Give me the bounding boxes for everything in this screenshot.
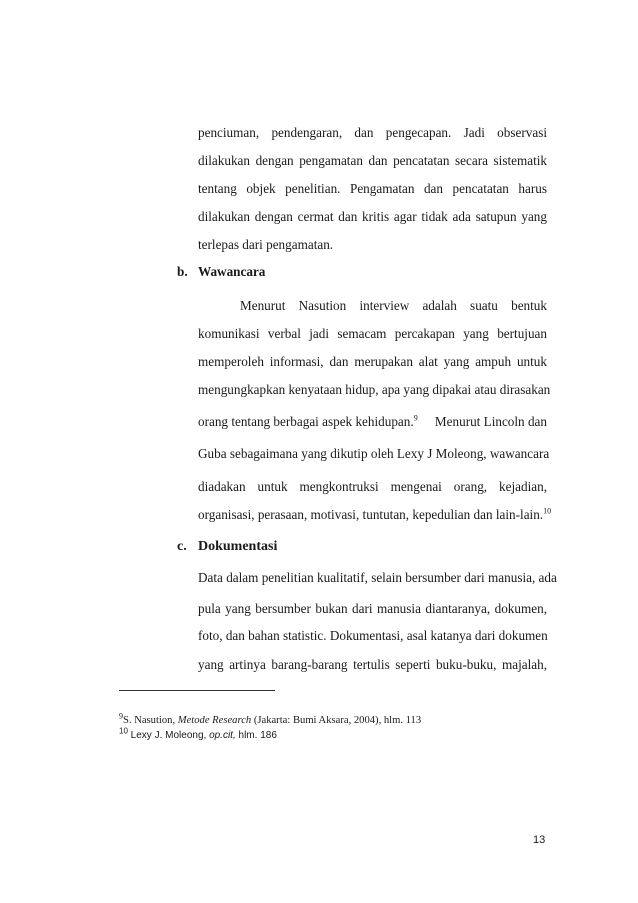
- footnote-9: [119, 711, 422, 727]
- paragraph-line: Menurut Nasution interview adalah suatu bentuk: [240, 298, 547, 313]
- paragraph-line: penciuman, pendengaran, dan pengecapan. Jadi observasi: [198, 125, 547, 140]
- paragraph-line: [198, 414, 547, 430]
- paragraph-line: Data dalam penelitian kualitatif, selain bersumber dari manusia, ada: [198, 570, 557, 585]
- paragraph-line: foto, dan bahan statistic. Dokumentasi, asal katanya dari dokumen: [198, 628, 548, 643]
- paragraph-line: pula yang bersumber bukan dari manusia diantaranya, dokumen,: [198, 601, 547, 616]
- footnote-details: (Jakarta: Bumi Aksara, 2004), hlm. 113: [251, 715, 422, 726]
- section-b-letter: b.: [177, 264, 188, 279]
- paragraph-line: dilakukan dengan cermat dan kritis agar tidak ada satupun yang: [198, 209, 547, 224]
- paragraph-line: [198, 507, 551, 523]
- paragraph-line: komunikasi verbal jadi semacam percakapan yang bertujuan: [198, 326, 547, 341]
- paragraph-line: yang artinya barang-barang tertulis seperti buku-buku, majalah,: [198, 657, 547, 672]
- footnote-10: [119, 726, 277, 742]
- footnote-author: Lexy J. Moleong,: [127, 730, 210, 741]
- footnote-number: 10: [119, 726, 128, 736]
- page-number: 13: [533, 834, 546, 846]
- line-text: Menurut Lincoln dan: [434, 414, 547, 429]
- footnote-title: Metode Research: [177, 715, 252, 726]
- paragraph-line: tentang objek penelitian. Pengamatan dan pencatatan harus: [198, 181, 547, 196]
- footnote-author: S. Nasution,: [123, 715, 178, 726]
- footnote-ref-9[interactable]: 9: [413, 413, 418, 423]
- section-c-letter: c.: [177, 539, 187, 554]
- section-b-heading: Wawancara: [198, 264, 266, 279]
- footnote-details: hlm. 186: [235, 730, 277, 741]
- footnote-separator: [119, 690, 275, 691]
- paragraph-line: dilakukan dengan pengamatan dan pencatatan secara sistematik: [198, 153, 547, 168]
- footnote-ref-10[interactable]: 10: [543, 506, 552, 516]
- line-text: organisasi, perasaan, motivasi, tuntutan, kepedulian dan lain-lain.: [198, 507, 544, 522]
- footnote-number: 9: [119, 711, 123, 721]
- paragraph-line: diadakan untuk mengkontruksi mengenai orang, kejadian,: [198, 479, 547, 494]
- paragraph-line: memperoleh informasi, dan merupakan alat yang ampuh untuk: [198, 354, 547, 369]
- footnote-title: op.cit,: [209, 730, 236, 741]
- paragraph-line: Guba sebagaimana yang dikutip oleh Lexy J Moleong, wawancara: [198, 446, 550, 461]
- section-c-heading: Dokumentasi: [198, 539, 278, 554]
- line-text: orang tentang berbagai aspek kehidupan.: [198, 414, 414, 429]
- paragraph-line: mengungkapkan kenyataan hidup, apa yang dipakai atau dirasakan: [198, 382, 551, 397]
- paragraph-line: terlepas dari pengamatan.: [198, 237, 334, 252]
